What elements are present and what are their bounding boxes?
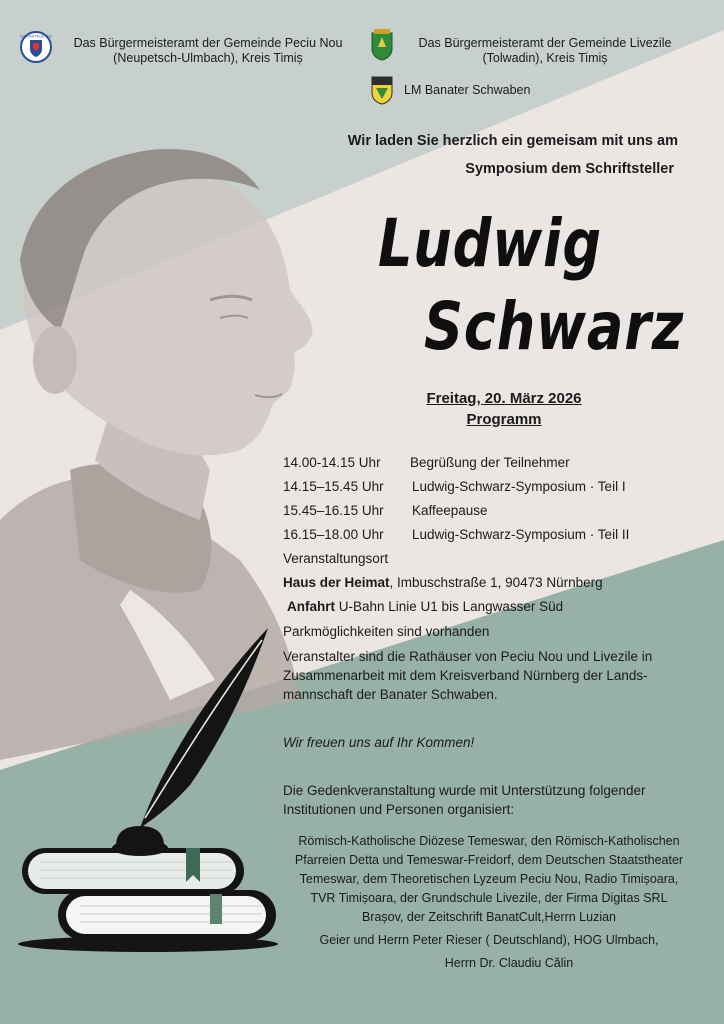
directions-label: Anfahrt xyxy=(287,599,335,614)
program-time: 14.15–15.45 Uhr xyxy=(283,479,384,494)
closing-note: Wir freuen uns auf Ihr Kommen! xyxy=(283,735,475,750)
support-line-2: Institutionen und Personen organisiert: xyxy=(283,802,515,817)
sponsor-line: Geier und Herrn Peter Rieser ( Deutschland), HOG Ulmbach, xyxy=(319,933,659,947)
sponsors-list xyxy=(274,832,704,973)
parking-info: Parkmöglichkeiten sind vorhanden xyxy=(283,624,490,639)
program-title-item: Ludwig-Schwarz-Symposium · Teil II xyxy=(412,527,630,542)
organizers-line-1: Veranstalter sind die Rathäuser von Peciu Nou und Livezile in xyxy=(283,649,653,664)
venue-place: Haus der Heimat xyxy=(283,575,390,590)
program-title-item: Kaffeepause xyxy=(412,503,488,518)
event-date: Freitag, 20. März 2026 xyxy=(426,390,582,407)
organizers-paragraph xyxy=(283,647,693,704)
organizers-line-3: mannschaft der Banater Schwaben. xyxy=(283,687,498,702)
livezile-crest-icon xyxy=(370,29,394,61)
invitation-line-1: Wir laden Sie herzlich ein gemeisam mit uns am xyxy=(347,133,678,149)
sponsor-line: TVR Timișoara, der Grundschule Livezile, der Firma Digitas SRL xyxy=(310,891,668,905)
organizers-line-2: Zusammenarbeit mit dem Kreisverband Nürnberg der Lands- xyxy=(283,668,648,683)
directions-line xyxy=(287,599,563,614)
sponsor-line: Römisch-Katholische Diözese Temeswar, den Römisch-Katholischen xyxy=(298,834,680,848)
sponsor-line: Pfarreien Detta und Temeswar-Freidorf, dem Deutschen Staatstheater xyxy=(294,853,684,867)
program-time: 15.45–16.15 Uhr xyxy=(283,503,384,518)
peciu-nou-crest-icon xyxy=(20,31,52,63)
sponsor-line: Brașov, der Zeitschrift BanatCult,Herrn Luzian xyxy=(361,910,617,924)
venue-address: , Imbuschstraße 1, 90473 Nürnberg xyxy=(389,575,603,590)
program-title: Programm xyxy=(466,411,542,428)
center-organization: LM Banater Schwaben xyxy=(404,83,531,97)
program-title-item: Ludwig-Schwarz-Symposium · Teil I xyxy=(412,479,626,494)
directions-text: U-Bahn Linie U1 bis Langwasser Süd xyxy=(335,599,564,614)
peciu-nou-crest-text: COMUNA PECIU NOU xyxy=(20,34,52,39)
support-line-1: Die Gedenkveranstaltung wurde mit Unterstützung folgender xyxy=(283,783,646,798)
author-last-name: Schwarz xyxy=(424,288,685,365)
support-paragraph xyxy=(283,781,703,819)
venue-line xyxy=(283,575,603,590)
author-first-name: Ludwig xyxy=(378,205,602,282)
program-time: 14.00-14.15 Uhr xyxy=(283,455,381,470)
left-organization: Das Bürgermeisteramt der Gemeinde Peciu Nou (Neupetsch-Ulmbach), Kreis Timiș xyxy=(73,36,343,65)
sponsor-line: Temeswar, dem Theoretischen Lyzeum Peciu Nou, Radio Timișoara, xyxy=(299,872,679,886)
right-organization: Das Bürgermeisteramt der Gemeinde Livezile (Tolwadin), Kreis Timiș xyxy=(418,36,672,65)
invitation-line-2: Symposium dem Schriftsteller xyxy=(465,161,674,177)
banater-schwaben-crest-icon xyxy=(370,73,394,105)
venue-label: Veranstaltungsort xyxy=(283,551,389,566)
sponsor-line: Herrn Dr. Claudiu Călin xyxy=(444,956,574,970)
program-time: 16.15–18.00 Uhr xyxy=(283,527,384,542)
program-title-item: Begrüßung der Teilnehmer xyxy=(410,455,570,470)
